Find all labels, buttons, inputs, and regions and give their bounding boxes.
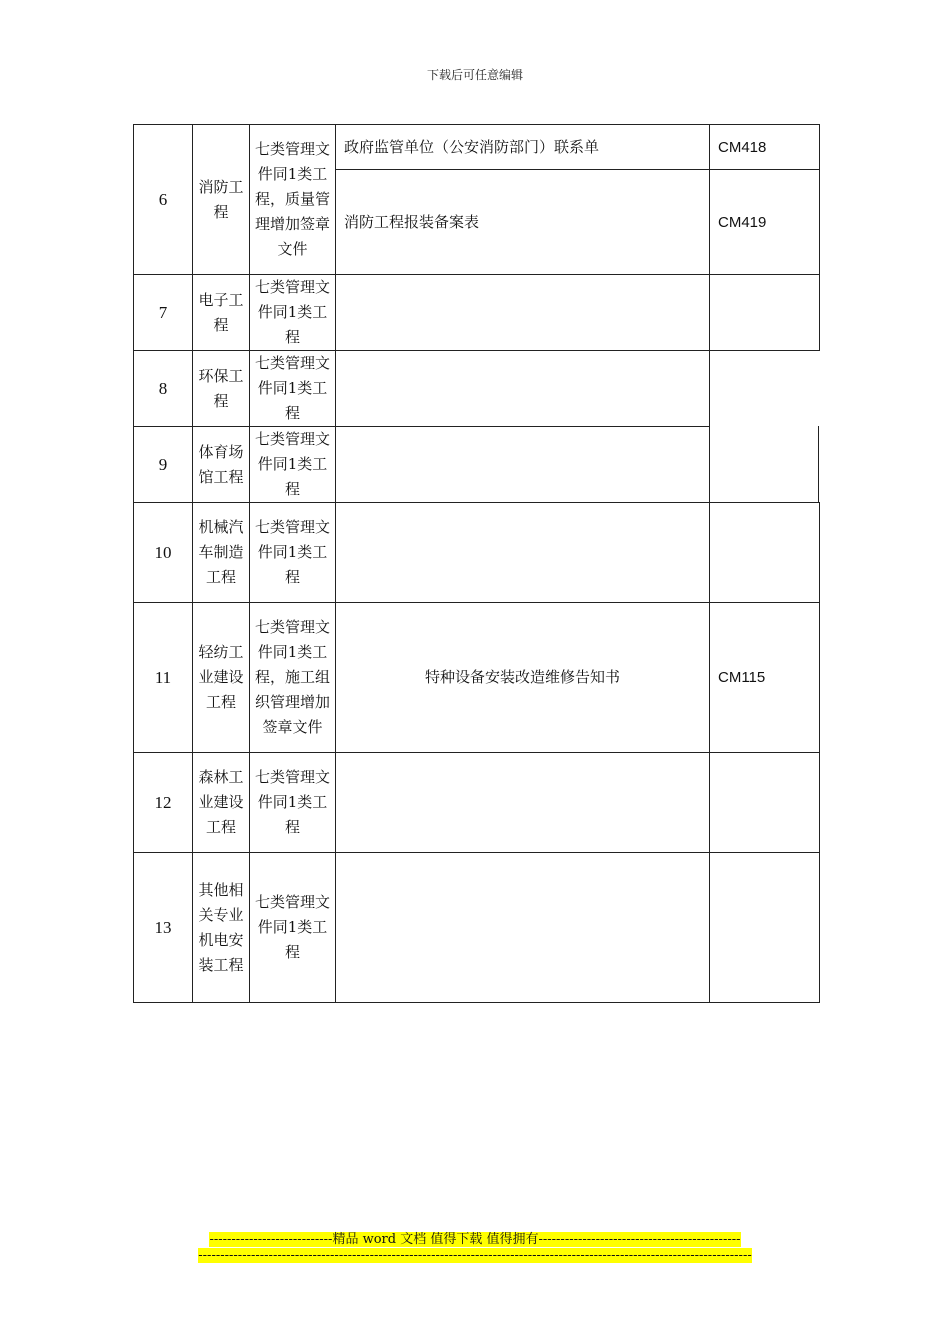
row-number: 7	[134, 275, 193, 351]
project-name: 机械汽车制造工程	[193, 503, 250, 603]
footer-banner	[0, 1232, 950, 1248]
row-number: 12	[134, 753, 193, 853]
management-note: 七类管理文件同1类工程	[250, 427, 336, 503]
table-row	[134, 603, 820, 753]
project-name: 其他相关专业机电安装工程	[193, 853, 250, 1003]
row-number: 11	[134, 603, 193, 753]
table-row	[134, 275, 820, 351]
document-title	[336, 503, 710, 603]
document-table	[133, 124, 820, 1003]
table-row	[134, 351, 820, 427]
table-row	[134, 753, 820, 853]
management-note: 七类管理文件同1类工程，施工组织管理增加签章文件	[250, 603, 336, 753]
document-code	[710, 351, 820, 503]
project-name: 体育场馆工程	[193, 427, 250, 503]
document-title	[336, 853, 710, 1003]
table-row	[134, 125, 820, 170]
project-name: 消防工程	[193, 125, 250, 275]
management-note: 七类管理文件同1类工程	[250, 753, 336, 853]
document-code	[710, 753, 820, 853]
table-row	[134, 853, 820, 1003]
management-note: 七类管理文件同1类工程	[250, 853, 336, 1003]
document-title	[336, 351, 710, 427]
project-name: 电子工程	[193, 275, 250, 351]
table-row	[134, 503, 820, 603]
document-code: CM418	[710, 125, 820, 170]
row-number: 6	[134, 125, 193, 275]
document-title: 特种设备安装改造维修告知书	[336, 603, 710, 753]
document-title	[336, 275, 710, 351]
management-note: 七类管理文件同1类工程	[250, 275, 336, 351]
row-number: 9	[134, 427, 193, 503]
document-code: CM115	[710, 603, 820, 753]
row-number: 10	[134, 503, 193, 603]
footer-text: ----------------------------精品 word 文档 值得下载 值得拥有----------------------------------------------	[209, 1232, 741, 1247]
document-title: 消防工程报装备案表	[336, 170, 710, 275]
table-border-stub	[818, 426, 819, 502]
document-title	[336, 427, 710, 503]
document-code	[710, 275, 820, 351]
document-title	[336, 753, 710, 853]
project-name: 环保工程	[193, 351, 250, 427]
footer-rule: ------------------------------------------------------------------------------------------------------------------------------	[198, 1248, 752, 1263]
row-number: 8	[134, 351, 193, 427]
document-code	[710, 503, 820, 603]
project-name: 森林工业建设工程	[193, 753, 250, 853]
document-title: 政府监管单位（公安消防部门）联系单	[336, 125, 710, 170]
management-note: 七类管理文件同1类工程，质量管理增加签章文件	[250, 125, 336, 275]
project-name: 轻纺工业建设工程	[193, 603, 250, 753]
document-code: CM419	[710, 170, 820, 275]
row-number: 13	[134, 853, 193, 1003]
management-note: 七类管理文件同1类工程	[250, 503, 336, 603]
page-header: 下载后可任意编辑	[426, 68, 523, 82]
document-code	[710, 853, 820, 1003]
footer-banner-rule	[0, 1248, 950, 1264]
management-note: 七类管理文件同1类工程	[250, 351, 336, 427]
